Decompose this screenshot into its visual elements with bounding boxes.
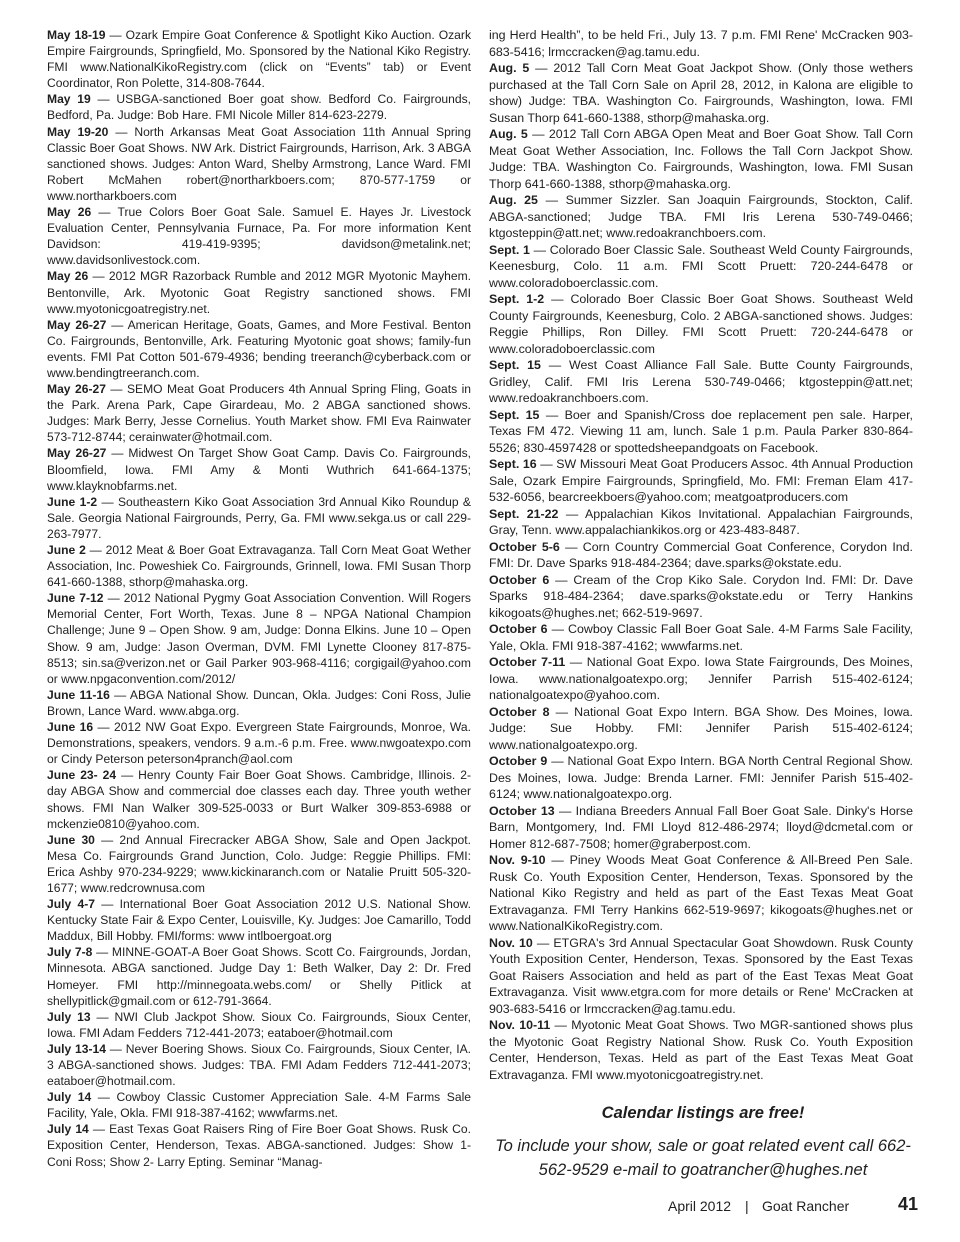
entry-date: Aug. 5 — [489, 127, 528, 141]
calendar-entry — [47, 832, 471, 896]
entry-text: — Colorado Boer Classic Sale. Southeast Weld County Fairgrounds, Keenesburg, Colo. 11 a.m. FMI Scott Pruett: 720-244-6478 or www.coloradoboerclassic.com. — [489, 242, 913, 290]
entry-text: — Southeastern Kiko Goat Association 3rd Annual Kiko Roundup & Sale. Georgia National Fairgrounds, Perry, Ga. FMI www.sekga.us or call 229-263-7977. — [47, 494, 471, 541]
entry-date: Sept. 1 — [489, 242, 530, 257]
entry-text: — Myotonic Meat Goat Shows. Two MGR-santioned shows plus the Myotonic Goat Registry National Show. Rusk Co. Youth Exposition Center, Henderson, Texas. Held as part of the East Texas Meat Goat Extravaganza. FMI www.myotonicgoatregistry.net. — [489, 1018, 913, 1082]
entry-date: Aug. 25 — [489, 193, 538, 207]
entry-text: — National Goat Expo Intern. BGA North Central Regional Show. Des Moines, Iowa. Judge: Brenda Larner. FMI: Jennifer Parish 515-402-6124; www.nationalgoatexpo.org. — [489, 754, 913, 801]
entry-date: May 26 — [47, 269, 89, 284]
entry-date: October 9 — [489, 754, 548, 768]
entry-date: July 14 — [47, 1122, 89, 1137]
entry-text: — Summer Sizzler. San Joaquin Fairgrounds, Stockton, Calif. ABGA-sanctioned; Judge TBA. FMI Iris Lerena 530-749-0466; ktgosteppin@att.net; www.redoakranchboers.com. — [489, 193, 913, 240]
page-number: 41 — [897, 1194, 918, 1214]
entry-text: — 2012 Meat & Boer Goat Extravaganza. Tall Corn Meat Goat Wether Association, Inc. Poweshiek Co. Fairgrounds, Grinnell, Iowa. FMI Susan Thorp 641-660-1388, sthorp@mahaska.org. — [47, 543, 471, 590]
entry-text: — 2012 MGR Razorback Rumble and 2012 MGR Myotonic Mayhem. Bentonville, Ark. Myotonic Goat Registry sanctioned shows. FMI www.myotonicgoatregistry.net. — [47, 269, 471, 316]
entry-text: — Cowboy Classic Fall Boer Goat Sale. 4-M Farms Sale Facility, Yale, Okla. FMI 918-387-4162; wwwfarms.net. — [489, 622, 913, 653]
calendar-entry — [489, 506, 913, 539]
entry-date: October 6 — [489, 572, 550, 587]
left-column — [47, 27, 471, 1170]
entry-text: — ETGRA's 3rd Annual Spectacular Goat Showdown. Rusk County Youth Exposition Center, Henderson, Texas. Sponsored by the East Texas Goat Raisers Association and held as part of the East Texas Meat Goat Extravaganza. Visit www.etgra.com for more details or Rene' McCracken at 903-683-5416 or lrmccracken@ag.tamu.edu. — [489, 935, 913, 1016]
entry-text: — ABGA National Show. Duncan, Okla. Judges: Coni Ross, Julie Brown, Lance Ward. www.abga.org. — [47, 687, 471, 718]
calendar-entry — [47, 381, 471, 445]
calendar-entry — [489, 407, 913, 457]
entry-text: — Midwest On Target Show Goat Camp. Davis Co. Fairgrounds, Bloomfield, Iowa. FMI Amy & Monti Wuthrich 641-664-1375; www.klayknobfarms.net. — [47, 446, 471, 493]
calendar-entry — [47, 124, 471, 204]
entry-date: Sept. 15 — [489, 407, 540, 422]
entry-text: — Boer and Spanish/Cross doe replacement pen sale. Harper, Texas FM 472. Viewing 11 am, lunch. Sale 1 p.m. Paula Parker 830-864-5526; 830-4597428 or spottedsheepandgoats on Facebook. — [489, 407, 913, 455]
footer-issue-date: April 2012 — [668, 1198, 732, 1214]
calendar-entry — [489, 621, 913, 654]
calendar-entry — [489, 654, 913, 704]
page-footer — [668, 1194, 918, 1218]
calendar-entry — [47, 1121, 471, 1169]
entry-date: July 13-14 — [47, 1041, 106, 1056]
entry-date: May 19-20 — [47, 124, 109, 139]
calendar-entry — [47, 590, 471, 687]
calendar-entry — [47, 1089, 471, 1121]
entry-date: May 26 — [47, 205, 92, 220]
entry-text: — West Coast Alliance Fall Sale. Butte County Fairgrounds, Gridley, Calif. FMI Iris Lerena 530-749-0466; ktgosteppin@att.net; www.redoakranchboers.com. — [489, 358, 913, 405]
calendar-entry — [47, 1009, 471, 1041]
entry-text: — Cream of the Crop Kiko Sale. Corydon Ind. FMI: Dr. Dave Sparks 918-484-2364; dave.sparks@okstate.edu or Terry Hankins kikogoats@hughes.net; 662-519-9697. — [489, 572, 913, 620]
calendar-entry — [489, 291, 913, 357]
calendar-entry — [489, 935, 913, 1018]
entry-date: Nov. 10-11 — [489, 1018, 551, 1032]
entry-text: — MINNE-GOAT-A Boer Goat Shows. Scott Co. Fairgrounds, Jordan, Minnesota. ABGA sanctioned. Judge Day 1: Beth Walker, Day 2: Dr. Fred Homeyer. FMI http://minnegoata.webs.com/ or Shelly Pitlick at shellypitlick@gmail.com or 612-791-3664. — [47, 945, 471, 1008]
entry-text: — Never Boering Shows. Sioux Co. Fairgrounds, Sioux Center, IA. 3 ABGA-sanctioned shows. Judges: TBA. FMI Adam Fedders 712-441-2073; eataboer@hotmail.com. — [47, 1041, 471, 1089]
entry-date: June 30 — [47, 832, 95, 847]
entry-text: — SEMO Meat Goat Producers 4th Annual Spring Fling, Goats in the Park. Arena Park, Cape Girardeau, Mo. 2 ABGA sanctioned shows. Judges: Mark Berry, Jesse Cornelius. Youth Market show. FMI Eva Rainwater 573-712-8744; cerainwater@hotmail.com. — [47, 382, 472, 445]
entry-date: June 16 — [47, 720, 94, 735]
calendar-entry — [489, 456, 913, 506]
calendar-entry — [47, 27, 471, 91]
entry-text: — Corn Country Commercial Goat Conference, Corydon Ind. FMI: Dr. Dave Sparks 918-484-2364; dave.sparks@okstate.edu. — [489, 539, 913, 570]
entry-date: June 23- 24 — [47, 768, 117, 783]
entry-date: June 11-16 — [47, 687, 110, 702]
entry-text: — Appalachian Kikos Invitational. Appalachian Fairgrounds, Gray, Tenn. www.appalachiankikos.org or 423-483-8487. — [489, 506, 913, 537]
calendar-entry — [489, 126, 913, 192]
entry-date: Aug. 5 — [489, 61, 530, 75]
notice-body: To include your show, sale or goat related event call 662-562-9529 e-mail to goatrancher@hughes.net — [495, 1137, 911, 1179]
entry-date: Sept. 21-22 — [489, 506, 559, 521]
entry-date: Sept. 15 — [489, 358, 541, 372]
entry-date: Nov. 10 — [489, 935, 533, 950]
calendar-entry — [489, 357, 913, 407]
entry-text: — Indiana Breeders Annual Fall Boer Goat Sale. Dinky's Horse Barn, Montgomery, Ind. FMI Lloyd 812-486-2974; lloyd@dcmetal.com or Homer 812-687-7508; homer@graberpost.com. — [489, 803, 913, 851]
entry-text: — 2012 NW Goat Expo. Evergreen State Fairgrounds, Monroe, Wa. Demonstrations, speakers, vendors. 9 a.m.-6 p.m. Free. www.nwgoatexpo.com or Cindy Peterson peterson4pranch@aol.com — [47, 720, 471, 767]
entry-text: — USBGA-sanctioned Boer goat show. Bedford Co. Fairgrounds, Bedford, Pa. Judge: Bob Hare. FMI Nicole Miller 814-623-2279. — [47, 92, 472, 123]
entry-text: — Colorado Boer Classic Boer Goat Shows. Southeast Weld County Fairgrounds, Keenesburg, Colo. 2 ABGA-sanctioned shows. Judges: Reggie Phillips, Ron Dilley. FMI Scott Pruett: 720-244-6478 or www.coloradoboerclassic.com — [489, 292, 913, 356]
entry-date: Nov. 9-10 — [489, 853, 546, 867]
entry-date: July 13 — [47, 1009, 91, 1024]
calendar-entry — [47, 719, 471, 767]
entry-date: October 7-11 — [489, 655, 566, 669]
calendar-entry — [47, 896, 471, 944]
calendar-entry — [47, 91, 471, 123]
entry-text: — American Heritage, Goats, Games, and More Festival. Benton Co. Fairgrounds, Bentonville, Ark. Featuring Myotonic goat shows; family-fun events. FMI Pat Cotton 501-679-4936; bending treeranch@cyberback.com or www.bendingtreeranch.com. — [47, 317, 471, 380]
entry-text: — 2012 Tall Corn Meat Goat Jackpot Show. (Only those wethers purchased at the Tall Corn Sale on April 28, 2012, in Kalona are eligible to show) Judge: TBA. Washington Co. Fairgrounds, Washington, Iowa. FMI Susan Thorp 641-660-1388, sthorp@mahaska.org. — [489, 61, 913, 125]
entry-text: — East Texas Goat Raisers Ring of Fire Boer Goat Shows. Rusk Co. Exposition Center, Henderson, Texas. ABGA-sanctioned. Judges: Show 1- Coni Ross; Show 2- Larry Epting. Seminar “Manag- — [47, 1122, 471, 1169]
entry-date: June 2 — [47, 543, 86, 557]
calendar-entry — [489, 572, 913, 622]
calendar-entry — [489, 242, 913, 292]
entry-date: October 6 — [489, 622, 548, 636]
entry-text: — National Goat Expo. Iowa State Fairgrounds, Des Moines, Iowa. www.nationalgoatexpo.org; Jennifer Parrish 515-402-6124; nationalgoatexpo@yahoo.com. — [489, 655, 913, 702]
entry-date: July 14 — [47, 1090, 92, 1105]
calendar-entry — [489, 27, 913, 60]
calendar-entry — [47, 445, 471, 493]
entry-date: Sept. 1-2 — [489, 292, 545, 306]
footer-separator: | — [745, 1198, 749, 1214]
calendar-entry — [47, 204, 471, 268]
entry-text: — Ozark Empire Goat Conference & Spotlight Kiko Auction. Ozark Empire Fairgrounds, Springfield, Mo. Sponsored by the National Kiko Registry. FMI www.NationalKikoRegistry.com (click on “Events” tab) or Event Coordinator, Ron Polette, 314-808-7644. — [47, 28, 471, 91]
entry-date: May 26-27 — [47, 446, 107, 461]
calendar-entry — [489, 803, 913, 853]
entry-text: — National Goat Expo Intern. BGA Show. Des Moines, Iowa. Judge: Sue Hobby. FMI: Jennifer Parish 515-402-6124; www.nationalgoatexpo.org. — [489, 704, 913, 752]
entry-text: — 2012 Tall Corn ABGA Open Meat and Boer Goat Show. Tall Corn Meat Goat Wether Association, Inc. Follows the Tall Corn Jackpot Show. Judge: TBA. Washington Co. Fairgrounds, Washington, Iowa. FMI Susan Thorp 641-660-1388, sthorp@mahaska.org. — [489, 127, 913, 191]
calendar-entry — [47, 944, 471, 1008]
calendar-notice — [489, 1102, 917, 1182]
entry-date: July 4-7 — [47, 897, 95, 912]
right-column — [489, 27, 913, 1083]
calendar-entry — [47, 687, 471, 719]
entry-text: — 2012 National Pygmy Goat Association Convention. Will Rogers Memorial Center, Fort Worth, Texas. June 8 – NPGA National Champion Challenge; June 9 – Open Show. 9 am, Judge: Donna Elkins. June 10 – Open Show. 9 am, Judge: Jason Overman, DVM. FMI Lynette Clooney 817-875-8513; sin.sa@verizon.net or Gail Parker 903-968-4116; corgigail@yahoo.com or www.npgaconvention.com/2012/ — [47, 591, 471, 686]
entry-date: June 1-2 — [47, 494, 98, 509]
entry-text: — Cowboy Classic Customer Appreciation Sale. 4-M Farms Sale Facility, Yale, Okla. FMI 918-387-4162; wwwfarms.net. — [47, 1090, 472, 1121]
entry-date: October 13 — [489, 803, 555, 818]
notice-title: Calendar listings are free! — [601, 1104, 805, 1122]
calendar-entry — [47, 317, 471, 381]
calendar-entry — [47, 1041, 471, 1089]
entry-text: — Piney Woods Meat Goat Conference & All-Breed Pen Sale. Rusk Co. Youth Exposition Center, Henderson, Texas. Sponsored by the National Kiko Registry and held as part of the East Texas Meat Goat Extravaganza. FMI Terry Hankins 662-519-9697; kikogoats@hughes.net or www.NationalKikoRegistry.com. — [489, 853, 913, 933]
entry-text: — True Colors Boer Goat Sale. Samuel E. Hayes Jr. Livestock Evaluation Center, Pennsylvania Furnace, Pa. For more information Kent Davidson: 419-419-9395; davidson@metalink.net; www.davidsonlivestock.com. — [47, 205, 472, 268]
entry-text: — NWI Club Jackpot Show. Sioux Co. Fairgrounds, Sioux Center, Iowa. FMI Adam Fedders 712-441-2073; eataboer@hotmail.com — [47, 1009, 472, 1040]
entry-text: — SW Missouri Meat Goat Producers Assoc. 4th Annual Production Sale, Ozark Empire Fairgrounds, Springfield, Mo. FMI: Freman Elam 417-532-6056, bearcreekboers@yahoo.com; meatgoatproducers.com — [489, 457, 913, 504]
entry-text: ing Herd Health”, to be held Fri., July 13. 7 p.m. FMI Rene' McCracken 903-683-5416; lrmccracken@ag.tamu.edu. — [489, 28, 913, 59]
calendar-entry — [47, 494, 471, 542]
entry-date: Sept. 16 — [489, 457, 537, 471]
entry-date: October 5-6 — [489, 539, 560, 554]
entry-text: — North Arkansas Meat Goat Association 11th Annual Spring Classic Boer Goat Shows. NW Ark. District Fairgrounds, Harrison, Ark. 3 ABGA sanctioned shows. Judges: Anton Ward, Shelby Armstrong, Lance Ward. FMI Robert McMahen robert@northarkboers.com; 870-577-1759 or www.northarkboers.com — [47, 124, 471, 203]
entry-text: — Henry County Fair Boer Goat Shows. Cambridge, Illinois. 2-day ABGA Show and commercial doe classes each day. Three youth wether shows. FMI Nan Walker 309-525-0033 or Burt Walker 309-853-6988 or mckenzie0810@yahoo.com. — [47, 768, 471, 831]
entry-date: June 7-12 — [47, 591, 104, 606]
calendar-entry — [489, 192, 913, 242]
entry-text: — 2nd Annual Firecracker ABGA Show, Sale and Open Jackpot. Mesa Co. Fairgrounds Grand Junction, Colo. Judge: Reggie Phillips. FMI: Erica Ashby 970-234-9229; www.kickinaranch.com or Natalie Pruitt 505-320-1677; www.redcrownusa.com — [47, 832, 472, 895]
entry-text: — International Boer Goat Association 2012 U.S. National Show. Kentucky State Fair & Expo Center, Louisville, Ky. Judges: Joe Camarillo, Todd Maddux, Bill Hobby. FMI/forms: www intlboergoat.org — [47, 897, 471, 944]
calendar-entry — [489, 539, 913, 572]
calendar-entry — [489, 1017, 913, 1083]
entry-date: July 7-8 — [47, 945, 93, 960]
calendar-entry — [47, 767, 471, 831]
entry-date: October 8 — [489, 704, 550, 719]
calendar-entry — [47, 542, 471, 590]
entry-date: May 26-27 — [47, 317, 107, 332]
calendar-entry — [489, 753, 913, 803]
entry-date: May 18-19 — [47, 28, 106, 42]
calendar-entry — [489, 60, 913, 126]
calendar-entry — [489, 704, 913, 754]
footer-magazine-name: Goat Rancher — [762, 1198, 850, 1214]
entry-date: May 26-27 — [47, 382, 106, 397]
calendar-entry — [47, 268, 471, 316]
calendar-entry — [489, 852, 913, 935]
entry-date: May 19 — [47, 92, 91, 107]
